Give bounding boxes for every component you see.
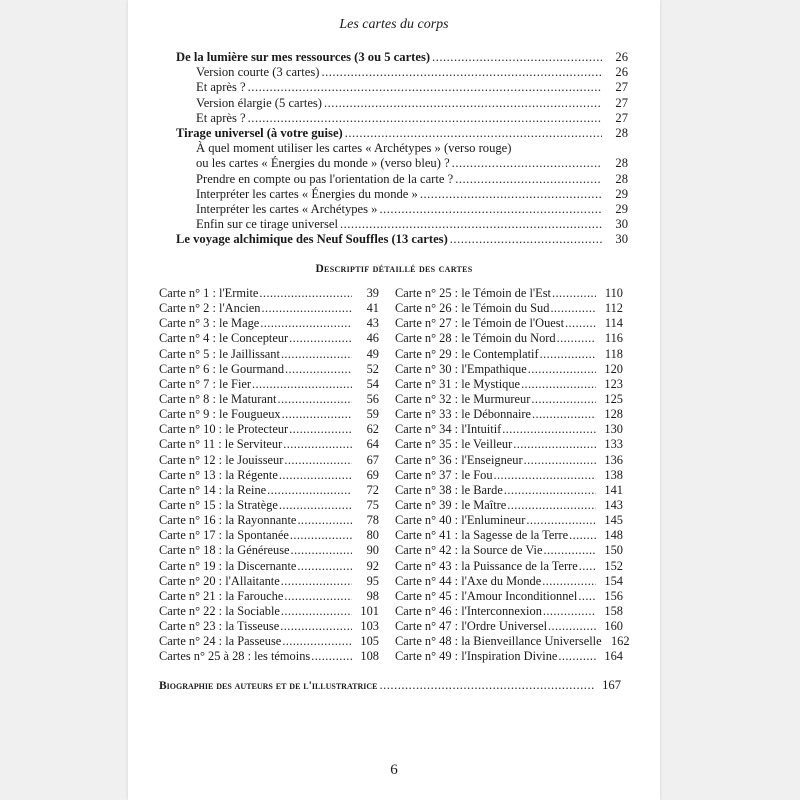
card-entry [395,316,623,331]
card-entry-page: 101 [360,603,379,618]
card-entry-label: Carte n° 15 : la Stratège [159,497,278,512]
card-entry-page: 118 [604,346,623,361]
card-entry-page: 98 [366,588,379,603]
leader-dots [321,65,602,80]
leader-dots [507,498,596,513]
card-entry-page: 54 [366,376,379,391]
toc-entry [176,187,628,202]
card-entry-page: 105 [360,634,379,649]
card-entry-label: Carte n° 29 : le Contemplatif [395,346,539,361]
card-entry-label: Carte n° 34 : l'Intuitif [395,422,502,437]
leader-dots [379,678,595,693]
card-entry-label: Carte n° 37 : le Fou [395,467,493,482]
card-entry-label: Carte n° 45 : l'Amour Inconditionnel [395,588,578,603]
toc-entry [176,50,628,65]
card-entry-page: 125 [604,391,623,406]
card-entry-label: Carte n° 7 : le Fier [159,376,252,391]
leader-dots [532,407,596,422]
leader-dots [578,589,596,604]
card-entry [395,619,623,634]
card-entry-label: Carte n° 41 : la Sagesse de la Terre [395,528,569,543]
leader-dots [513,437,596,452]
leader-dots [324,96,602,111]
leader-dots [282,407,352,422]
card-entry-page: 92 [366,558,379,573]
card-entry [159,589,379,604]
card-entry-page: 141 [604,482,623,497]
card-entry [159,513,379,528]
toc-entry [176,111,628,126]
card-entry-label: Carte n° 33 : le Débonnaire [395,407,532,422]
leader-dots [281,604,352,619]
leader-dots [540,347,596,362]
card-entry-page: 72 [366,482,379,497]
leader-dots [452,156,602,171]
card-entry [159,543,379,558]
card-entry [395,574,623,589]
card-entry-page: 120 [604,361,623,376]
card-entry-label: Carte n° 11 : le Serviteur [159,437,283,452]
leader-dots [281,574,352,589]
card-entry-label: Carte n° 8 : le Maturant [159,391,277,406]
card-entry [159,301,379,316]
card-entry [395,301,623,316]
toc-entry-label: De la lumière sur mes ressources (3 ou 5 cartes) [176,50,431,64]
toc-entry-page: 30 [615,232,628,247]
card-entry-label: Carte n° 42 : la Source de Vie [395,543,543,558]
card-entry-page: 138 [604,467,623,482]
toc-entry-label: Prendre en compte ou pas l'orientation de la carte ? [196,171,454,186]
leader-dots [579,559,596,574]
card-entry-page: 46 [366,331,379,346]
card-entry-page: 164 [604,649,623,664]
toc-entry-label: Et après ? [196,80,246,95]
card-entry-label: Carte n° 28 : le Témoin du Nord [395,331,556,346]
card-entry-page: 148 [604,528,623,543]
card-entry [395,528,623,543]
card-entry-page: 103 [360,619,379,634]
toc-entry-label: Interpréter les cartes « Archétypes » [196,201,378,216]
toc-entry-page: 28 [615,171,628,186]
toc-entry-label: Tirage universel (à votre guise) [176,125,343,140]
card-entry [395,347,623,362]
toc-entry-page: 28 [615,156,628,171]
leader-dots [267,483,352,498]
card-entry [395,286,623,301]
card-entry-page: 128 [604,407,623,422]
toc-entry-page: 30 [615,217,628,232]
bio-label: Biographie des auteurs et de l'illustratrice [159,680,378,692]
card-entry [395,634,630,649]
card-entry-page: 145 [604,513,623,528]
leader-dots [531,392,596,407]
leader-dots [420,187,602,202]
card-entry-page: 59 [366,407,379,422]
card-entry [395,604,623,619]
toc-entry-label: Le voyage alchimique des Neuf Souffles (13 cartes) [176,232,448,247]
card-entry-label: Carte n° 9 : le Fougueux [159,407,281,422]
card-entry-label: Cartes n° 25 à 28 : les témoins [159,649,311,664]
leader-dots [260,316,352,331]
card-entry [395,437,623,452]
card-entry-page: 56 [366,391,379,406]
toc-entry-page: 27 [615,110,628,125]
card-entry [159,392,379,407]
cards-column-right [395,286,630,665]
card-entry-page: 80 [366,528,379,543]
card-entry [159,437,379,452]
card-entry [159,619,379,634]
toc-entry [176,96,628,111]
card-entry [159,498,379,513]
toc-entry [176,141,628,156]
page-number: 6 [390,762,398,778]
toc-entry-page: 27 [615,95,628,110]
toc-entry-label: Et après ? [196,110,246,125]
leader-dots [340,217,602,232]
card-entry-page: 160 [604,619,623,634]
card-entry-page: 143 [604,497,623,512]
card-entry-label: Carte n° 40 : l'Enlumineur [395,513,526,528]
card-entry-page: 123 [604,376,623,391]
toc-entry [176,202,628,217]
card-entry-label: Carte n° 43 : la Puissance de la Terre [395,558,578,573]
card-entry [159,377,379,392]
leader-dots [552,286,596,301]
card-entry-label: Carte n° 1 : l'Ermite [159,286,259,300]
card-entry-label: Carte n° 39 : le Maître [395,497,507,512]
card-entry [159,286,379,301]
card-entry-label: Carte n° 14 : la Reine [159,482,267,497]
card-entry [395,422,623,437]
leader-dots [280,619,352,634]
card-entry [395,649,623,664]
card-entry [395,468,623,483]
card-entry-page: 158 [604,603,623,618]
leader-dots [282,634,352,649]
toc-entry-page: 28 [615,125,628,140]
card-entry [159,407,379,422]
card-entry-page: 64 [366,437,379,452]
bio-entry [159,678,621,693]
leader-dots [548,619,596,634]
card-entry-label: Carte n° 2 : l'Ancien [159,301,261,316]
card-entry [159,483,379,498]
leader-dots [543,543,596,558]
card-entry [395,498,623,513]
card-entry-label: Carte n° 24 : la Passeuse [159,634,282,649]
toc-entry [176,80,628,95]
leader-dots [543,604,596,619]
leader-dots [524,453,596,468]
leader-dots [285,362,352,377]
card-entry [395,559,623,574]
toc-entry [176,217,628,232]
card-entry [159,528,379,543]
card-entry-label: Carte n° 21 : la Farouche [159,588,284,603]
card-entry-label: Carte n° 20 : l'Allaitante [159,573,280,588]
card-entry-page: 108 [360,649,379,664]
card-entry-label: Carte n° 27 : le Témoin de l'Ouest [395,316,565,331]
leader-dots [252,377,352,392]
toc-main-list [176,50,628,247]
leader-dots [455,172,602,187]
section-title [128,263,660,275]
card-entry-page: 116 [604,331,623,346]
card-entry-label: Carte n° 16 : la Rayonnante [159,513,297,528]
card-entry [159,468,379,483]
leader-dots [289,331,352,346]
card-entry-label: Carte n° 36 : l'Enseigneur [395,452,523,467]
leader-dots [277,392,352,407]
book-page [128,0,660,800]
card-entry-page: 95 [366,573,379,588]
card-entry-page: 90 [366,543,379,558]
toc-entry-label: À quel moment utiliser les cartes « Archétypes » (verso rouge) [196,141,512,156]
leader-dots [550,301,596,316]
card-entry-label: Carte n° 17 : la Spontanée [159,528,289,543]
card-entry-page: 154 [604,573,623,588]
card-entry-label: Carte n° 5 : le Jaillissant [159,346,280,361]
leader-dots [289,422,352,437]
card-entry-label: Carte n° 6 : le Gourmand [159,361,285,376]
leader-dots [521,377,596,392]
card-entry-label: Carte n° 22 : la Sociable [159,603,280,618]
card-entry [395,331,623,346]
leader-dots [502,422,596,437]
leader-dots [494,468,596,483]
leader-dots [450,232,602,247]
card-entry-label: Carte n° 13 : la Régente [159,467,278,482]
bio-page: 167 [602,678,621,692]
card-entry [395,362,623,377]
card-entry [159,634,379,649]
toc-entry-page: 26 [615,50,628,64]
leader-dots [281,347,352,362]
card-entry-page: 41 [366,301,379,316]
toc-entry-page: 29 [615,186,628,201]
card-entry-label: Carte n° 44 : l'Axe du Monde [395,573,542,588]
card-entry-label: Carte n° 31 : le Mystique [395,376,521,391]
card-entry [159,331,379,346]
section-title-text: Descriptif détaillé des cartes [315,263,473,275]
card-entry-page: 130 [604,422,623,437]
card-entry-label: Carte n° 47 : l'Ordre Universel [395,619,548,634]
cards-column-left [159,286,379,665]
card-entry-page: 150 [604,543,623,558]
card-entry-page: 112 [604,301,623,316]
toc-entry-label: Version élargie (5 cartes) [196,95,322,110]
leader-dots [248,80,602,95]
leader-dots [284,589,352,604]
leader-dots [291,543,352,558]
card-entry-label: Carte n° 18 : la Généreuse [159,543,290,558]
leader-dots [558,649,596,664]
card-entry-label: Carte n° 46 : l'Interconnexion [395,603,542,618]
card-entry [395,453,623,468]
card-entry-page: 69 [366,467,379,482]
leader-dots [248,111,602,126]
card-entry-page: 39 [366,286,379,300]
leader-dots [297,559,352,574]
leader-dots [565,316,596,331]
card-entry-label: Carte n° 48 : la Bienveillance Universelle [395,634,602,649]
card-entry-page: 78 [366,513,379,528]
card-entry [395,543,623,558]
card-entry-label: Carte n° 30 : l'Empathique [395,361,527,376]
card-entry-page: 133 [604,437,623,452]
card-entry [159,316,379,331]
leader-dots [284,453,352,468]
toc-entry-label: Interpréter les cartes « Énergies du monde » [196,186,418,201]
toc-entry-page: 27 [615,80,628,95]
card-entry-page: 152 [604,558,623,573]
card-entry-label: Carte n° 25 : le Témoin de l'Est [395,286,551,300]
card-entry [159,362,379,377]
card-entry-label: Carte n° 35 : le Veilleur [395,437,513,452]
card-entry-page: 52 [366,361,379,376]
leader-dots [528,362,596,377]
leader-dots [569,528,596,543]
card-entry-page: 136 [604,452,623,467]
leader-dots [504,483,596,498]
card-entry-page: 162 [610,634,630,649]
card-entry-page: 75 [366,497,379,512]
card-entry-page: 156 [604,588,623,603]
leader-dots [283,437,352,452]
toc-entry-page: 29 [615,201,628,216]
leader-dots [290,528,352,543]
card-entry [395,392,623,407]
card-entry-page: 114 [604,316,623,331]
card-entry [159,604,379,619]
leader-dots [542,574,596,589]
card-entry [159,559,379,574]
card-entry [395,483,623,498]
card-entry-label: Carte n° 23 : la Tisseuse [159,619,280,634]
card-entry-label: Carte n° 26 : le Témoin du Sud [395,301,550,316]
card-entry-page: 43 [366,316,379,331]
card-entry [159,574,379,589]
card-entry-label: Carte n° 4 : le Concepteur [159,331,289,346]
leader-dots [557,331,596,346]
leader-dots [261,301,352,316]
toc-entry [176,65,628,80]
toc-entry [176,156,628,171]
card-entry-label: Carte n° 38 : le Barde [395,482,503,497]
card-entry-label: Carte n° 3 : le Mage [159,316,260,331]
card-entry-label: Carte n° 32 : le Murmureur [395,391,531,406]
toc-entry [176,172,628,187]
card-entry [395,407,623,422]
card-entry [159,347,379,362]
card-entry [159,453,379,468]
card-entry-page: 110 [604,286,623,300]
leader-dots [311,649,352,664]
toc-entry-label: Enfin sur ce tirage universel [196,217,338,232]
card-entry [395,589,623,604]
card-entry-page: 62 [366,422,379,437]
card-entry-page: 67 [366,452,379,467]
leader-dots [379,202,602,217]
leader-dots [279,468,352,483]
card-entry-label: Carte n° 10 : le Protecteur [159,422,289,437]
leader-dots [345,126,602,141]
card-entry [395,513,623,528]
card-entry [159,649,379,664]
leader-dots [526,513,596,528]
toc-entry-label: ou les cartes « Énergies du monde » (verso bleu) ? [196,156,450,171]
leader-dots [297,513,352,528]
leader-dots [432,50,602,65]
toc-entry [176,232,628,247]
card-entry-page: 49 [366,346,379,361]
card-entry-label: Carte n° 12 : le Jouisseur [159,452,284,467]
running-title: Les cartes du corps [339,17,449,32]
leader-dots [259,286,352,301]
card-entry-label: Carte n° 19 : la Discernante [159,558,297,573]
toc-entry [176,126,628,141]
toc-entry-page: 26 [615,65,628,80]
card-entry [159,422,379,437]
card-entry-label: Carte n° 49 : l'Inspiration Divine [395,649,558,664]
card-entry [395,377,623,392]
toc-entry-label: Version courte (3 cartes) [196,65,320,80]
leader-dots [279,498,352,513]
